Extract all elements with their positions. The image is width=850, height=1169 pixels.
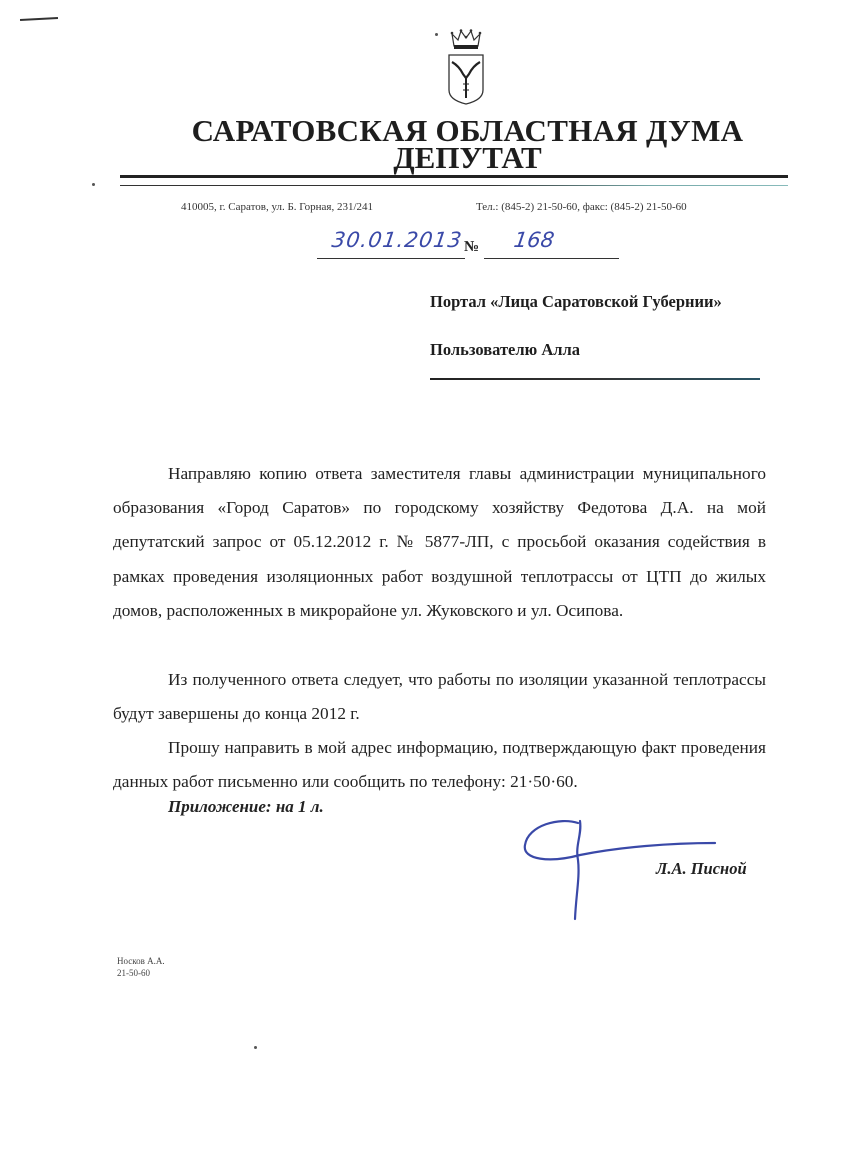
organization-title: САРАТОВСКАЯ ОБЛАСТНАЯ ДУМА xyxy=(191,113,744,148)
body-paragraph-2 xyxy=(113,663,766,731)
letterhead-address: 410005, г. Саратов, ул. Б. Горная, 231/241 xyxy=(181,201,374,213)
registration-number-line xyxy=(484,258,619,259)
registration-number: 168 xyxy=(512,228,556,252)
scan-dot xyxy=(254,1046,257,1049)
executor-phone: 21-50-60 xyxy=(117,968,150,978)
addressee-underline xyxy=(430,378,760,380)
addressee-user: Пользователю Алла xyxy=(430,340,581,359)
scan-dot xyxy=(92,183,95,186)
registration-date-line xyxy=(317,258,465,259)
paragraph-text: Направляю копию ответа заместителя главы администрации муниципального образования «Город Саратов» по городскому хозяйству Федотова Д.А. на мой депутатский запрос от 05.12.2012 г. № 5877-ЛП, с просьбой оказания содействия в рамках проведения изоляционных работ воздушной теплотрассы от ЦТП до жилых домов, расположенных в микрорайоне ул. Жуковского и ул. Осипова. xyxy=(113,464,766,620)
scan-artifact-mark xyxy=(20,17,58,21)
addressee-portal: Портал «Лица Саратовской Губернии» xyxy=(430,292,722,311)
attachment-note: Приложение: на 1 л. xyxy=(168,797,324,816)
saratov-coat-of-arms-icon xyxy=(445,28,487,108)
letterhead-rule-thin xyxy=(120,185,788,186)
body-paragraph-1 xyxy=(113,457,766,628)
paragraph-text: Прошу направить в мой адрес информацию, подтверждающую факт проведения данных работ письменно или сообщить по телефону: 21·50·60. xyxy=(113,738,766,792)
registration-date: 30.01.2013 xyxy=(330,228,464,252)
executor-name: Носков А.А. xyxy=(117,956,165,966)
paragraph-text: Из полученного ответа следует, что работы по изоляции указанной теплотрассы будут завершены до конца 2012 г. xyxy=(113,670,766,724)
letterhead-rule-thick xyxy=(120,175,788,178)
signer-name: Л.А. Писной xyxy=(656,859,747,878)
registration-number-label: № xyxy=(464,239,480,255)
position-title: ДЕПУТАТ xyxy=(393,140,542,175)
body-paragraph-3 xyxy=(113,731,766,799)
scan-dot xyxy=(435,33,438,36)
letterhead-phones: Тел.: (845-2) 21-50-60, факс: (845-2) 21-50-60 xyxy=(476,201,687,213)
